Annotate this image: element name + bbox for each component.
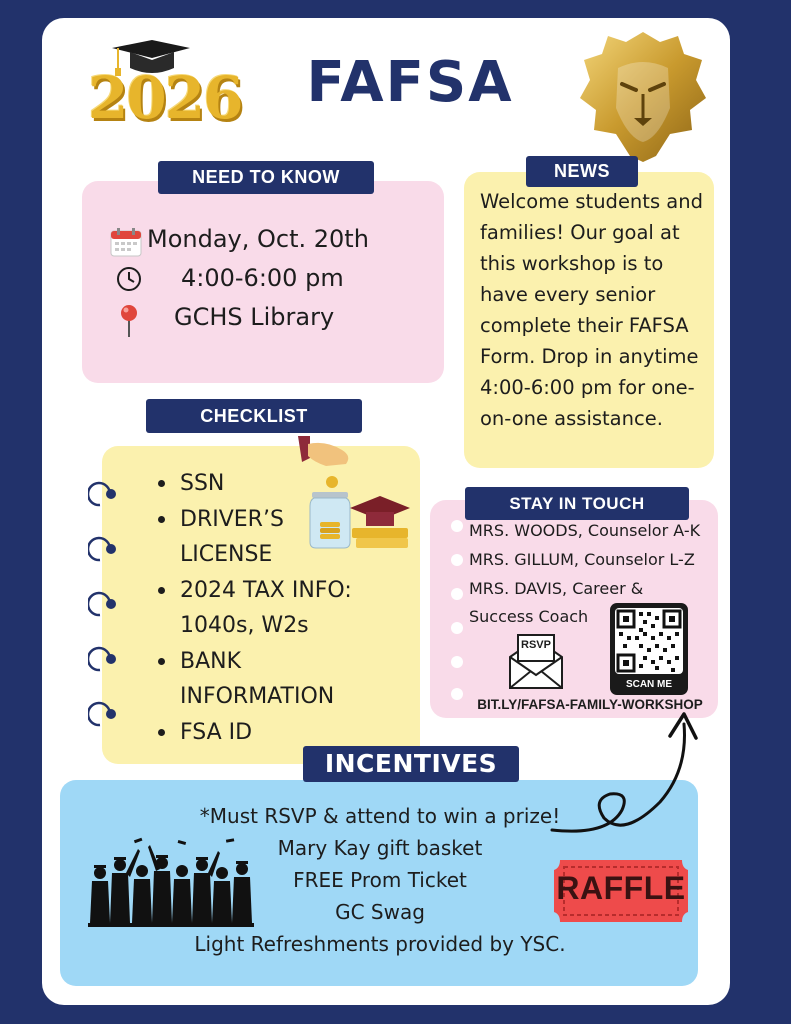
refreshments-line: Light Refreshments provided by YSC. bbox=[194, 932, 566, 956]
binder-hole bbox=[451, 622, 463, 634]
binder-ring-icon bbox=[88, 480, 118, 510]
contact-gillum: MRS. GILLUM, Counselor L-Z bbox=[469, 550, 695, 569]
workshop-link[interactable]: BIT.LY/FAFSA-FAMILY-WORKSHOP bbox=[477, 697, 703, 712]
incentives-heading: INCENTIVES bbox=[303, 746, 519, 782]
incentive-line: *Must RSVP & attend to win a prize! bbox=[199, 804, 561, 828]
incentive-line: Mary Kay gift basket bbox=[277, 836, 483, 860]
binder-ring-icon bbox=[88, 590, 118, 620]
list-item: 2024 TAX INFO: 1040s, W2s bbox=[156, 573, 380, 644]
binder-hole bbox=[451, 656, 463, 668]
lion-logo bbox=[578, 28, 708, 163]
binder-hole bbox=[451, 520, 463, 532]
stay-in-touch-heading: STAY IN TOUCH bbox=[465, 487, 689, 520]
checklist-heading: CHECKLIST bbox=[146, 399, 362, 433]
raffle-label: RAFFLE bbox=[556, 870, 686, 906]
binder-hole bbox=[451, 588, 463, 600]
rsvp-label: RSVP bbox=[521, 639, 551, 651]
calendar-icon bbox=[110, 227, 142, 257]
scan-me-label: SCAN ME bbox=[625, 679, 673, 690]
news-body: Welcome students and families! Our goal at this workshop is to have every senior complete their FAFSA Form. Drop in anytime 4:00-6:00 pm for one-on-one assistance. bbox=[480, 190, 703, 430]
binder-hole bbox=[451, 554, 463, 566]
binder-ring-icon bbox=[88, 645, 118, 675]
binder-ring-icon bbox=[88, 700, 118, 730]
contact-davis: MRS. DAVIS, Career & bbox=[469, 579, 644, 598]
need-to-know-heading: NEED TO KNOW bbox=[158, 161, 374, 194]
coin-jar-icon bbox=[296, 436, 412, 554]
year-badge: 2026 bbox=[88, 64, 242, 132]
news-heading: NEWS bbox=[526, 156, 638, 187]
contact-woods: MRS. WOODS, Counselor A-K bbox=[469, 521, 701, 540]
event-time: 4:00-6:00 pm bbox=[181, 264, 344, 292]
graduates-silhouette bbox=[86, 835, 256, 930]
page-title: FAFSA bbox=[306, 50, 514, 115]
event-date: Monday, Oct. 20th bbox=[147, 225, 369, 253]
qr-code[interactable] bbox=[610, 603, 688, 695]
contact-davis-title: Success Coach bbox=[469, 607, 589, 626]
list-item: BANK INFORMATION bbox=[156, 644, 360, 715]
clock-icon bbox=[116, 266, 142, 292]
list-item: SSN bbox=[156, 466, 380, 502]
list-item: FSA ID bbox=[156, 715, 380, 751]
raffle-ticket-icon bbox=[552, 858, 690, 924]
binder-ring-icon bbox=[88, 535, 118, 565]
list-item: DRIVER’S LICENSE bbox=[156, 502, 290, 573]
rsvp-envelope-icon bbox=[507, 633, 565, 691]
map-pin-icon bbox=[118, 303, 140, 339]
incentive-line: GC Swag bbox=[335, 900, 425, 924]
incentive-line: FREE Prom Ticket bbox=[293, 868, 467, 892]
event-location: GCHS Library bbox=[174, 303, 335, 331]
